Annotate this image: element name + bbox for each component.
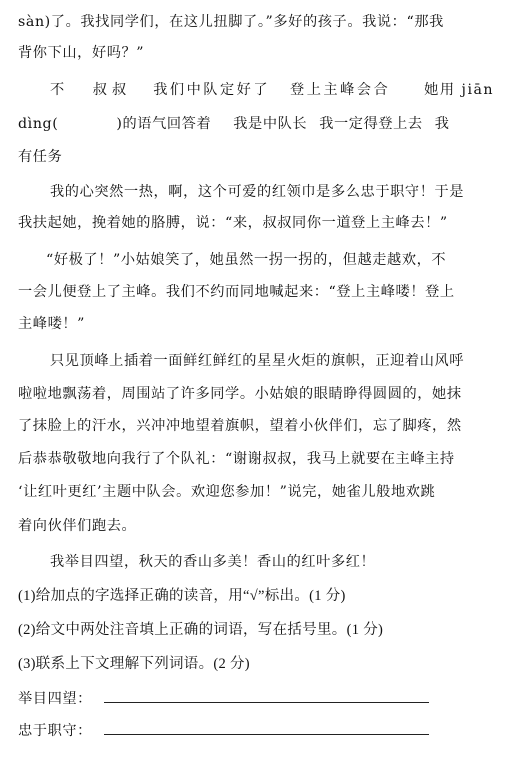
vocab-term: 举目四望：: [18, 691, 92, 707]
pinyin-text: dìng(: [18, 116, 59, 132]
phrase: 我: [434, 116, 450, 132]
phrase: 她用 jiān: [424, 82, 495, 98]
passage-line: 只见顶峰上插着一面鲜红鲜红的星星火炬的旗帜，正迎着山风呼: [50, 353, 465, 369]
phrase: 登上主峰会合: [290, 82, 391, 98]
passage-line: 后恭恭敬敬地向我行了个队礼：“谢谢叔叔，我马上就要在主峰主持: [18, 451, 455, 467]
phrase: 我们中队定好了: [153, 82, 271, 98]
question-1: (1)给加点的字选择正确的读音，用“√”标出。(1 分): [18, 588, 346, 604]
answer-line[interactable]: [104, 688, 429, 703]
passage-line: 我的心突然一热，啊，这个可爱的红领巾是多么忠于职守！于是: [50, 184, 465, 200]
question-2: (2)给文中两处注音填上正确的词语，写在括号里。(1 分): [18, 622, 384, 638]
phrase: 不: [50, 82, 65, 98]
phrase: )的语气回答着: [116, 116, 212, 132]
passage-line: sàn)了。我找同学们，在这儿扭脚了。”多好的孩子。我说：“那我: [18, 14, 444, 30]
passage-line: 啦啦地飘荡着，周围站了许多同学。小姑娘的眼睛睁得圆圆的，她抹: [18, 386, 462, 402]
passage-line: 着向伙伴们跑去。: [18, 518, 137, 534]
phrase: 叔叔: [92, 82, 132, 98]
passage-line: 有任务: [18, 149, 63, 165]
punctuation-exercise-line: [18, 114, 450, 134]
passage-line: “好极了！”小姑娘笑了，她虽然一拐一拐的，但越走越欢，不: [46, 252, 447, 268]
passage-line: 主峰喽！”: [18, 316, 86, 332]
passage-line: 背你下山，好吗？”: [18, 45, 145, 61]
passage-line: ‘让红叶更红’主题中队会。欢迎您参加！”说完，她雀儿般地欢跳: [18, 484, 436, 500]
vocab-term: 忠于职守：: [18, 723, 92, 739]
passage-line: 一会儿便登上了主峰。我们不约而同地喊起来：“登上主峰喽！登上: [18, 284, 455, 300]
vocab-row: [18, 720, 429, 741]
passage-line: 我扶起她，挽着她的胳膊，说：“来，叔叔同你一道登上主峰去！”: [18, 215, 448, 231]
punctuation-exercise-line: [50, 80, 494, 100]
phrase: 我一定得登上去: [319, 116, 423, 132]
question-3: (3)联系上下文理解下列词语。(2 分): [18, 656, 250, 672]
passage-line: 我举目四望，秋天的香山多美！香山的红叶多红！: [50, 554, 376, 570]
phrase: 我是中队长: [233, 116, 308, 132]
answer-line[interactable]: [104, 720, 429, 735]
vocab-row: [18, 688, 429, 709]
passage-line: 了抹脸上的汗水，兴冲冲地望着旗帜，望着小伙伴们，忘了脚疼，然: [18, 418, 462, 434]
